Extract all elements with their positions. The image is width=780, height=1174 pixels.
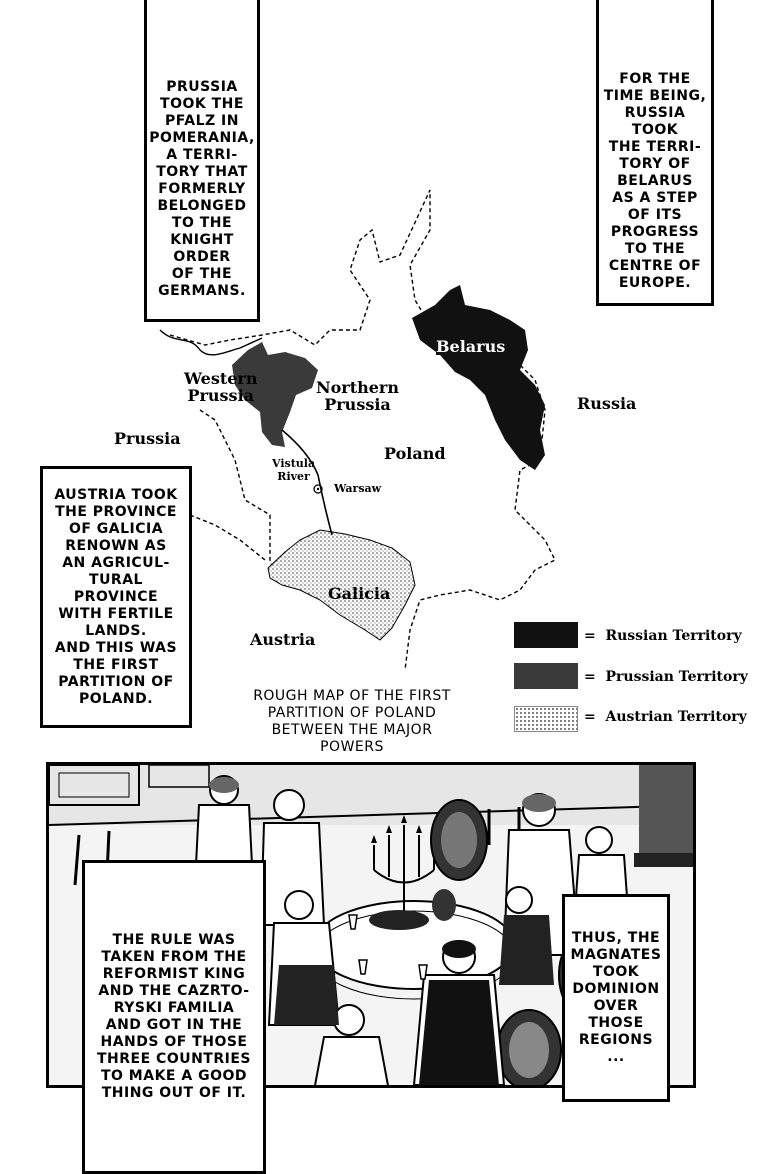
label-western-prussia: Western Prussia <box>184 369 258 405</box>
legend-label-prussian: = Prussian Territory <box>584 669 748 685</box>
label-prussia: Prussia <box>114 429 181 448</box>
belarus-region <box>412 285 545 470</box>
caption-prussia: PRUSSIA TOOK THE PFALZ IN POMERANIA, A TERRI- TORY THAT FORMERLY BELONGED TO THE KNIGHT ORDER OF THE GERMANS. <box>144 0 260 322</box>
legend-label-russian: = Russian Territory <box>584 628 742 644</box>
label-russia: Russia <box>577 394 637 413</box>
label-vistula-river: Vistula River <box>272 457 316 483</box>
caption-austria: AUSTRIA TOOK THE PROVINCE OF GALICIA RENOWN AS AN AGRICUL- TURAL PROVINCE WITH FERTILE LANDS. AND THIS WAS THE FIRST PARTITION OF POLAND. <box>40 466 192 728</box>
legend-swatch-prussian <box>514 663 578 689</box>
map-title: ROUGH MAP OF THE FIRST PARTITION OF POLAND BETWEEN THE MAJOR POWERS <box>253 688 451 755</box>
legend-label-austrian: = Austrian Territory <box>584 709 747 725</box>
label-northern-prussia: Northern Prussia <box>316 378 399 414</box>
label-austria: Austria <box>250 630 316 649</box>
western-border <box>190 515 265 560</box>
caption-rule: THE RULE WAS TAKEN FROM THE REFORMIST KING AND THE CAZRTO- RYSKI FAMILIA AND GOT IN THE HANDS OF THOSE THREE COUNTRIES TO MAKE A GOOD THING OUT OF IT. <box>82 860 266 1174</box>
label-belarus: Belarus <box>436 337 506 356</box>
label-warsaw: Warsaw <box>334 482 382 495</box>
legend-swatch-russian <box>514 622 578 648</box>
legend-swatch-austrian <box>514 706 578 732</box>
baltic-coast <box>160 330 262 355</box>
label-poland: Poland <box>384 444 446 463</box>
caption-magnates: THUS, THE MAGNATES TOOK DOMINION OVER THOSE REGIONS ... <box>562 894 670 1102</box>
caption-russia: FOR THE TIME BEING, RUSSIA TOOK THE TERRI- TORY OF BELARUS AS A STEP OF ITS PROGRESS TO THE CENTRE OF EUROPE. <box>596 0 714 306</box>
label-galicia: Galicia <box>328 584 391 603</box>
prussia-austria-border <box>200 410 275 575</box>
